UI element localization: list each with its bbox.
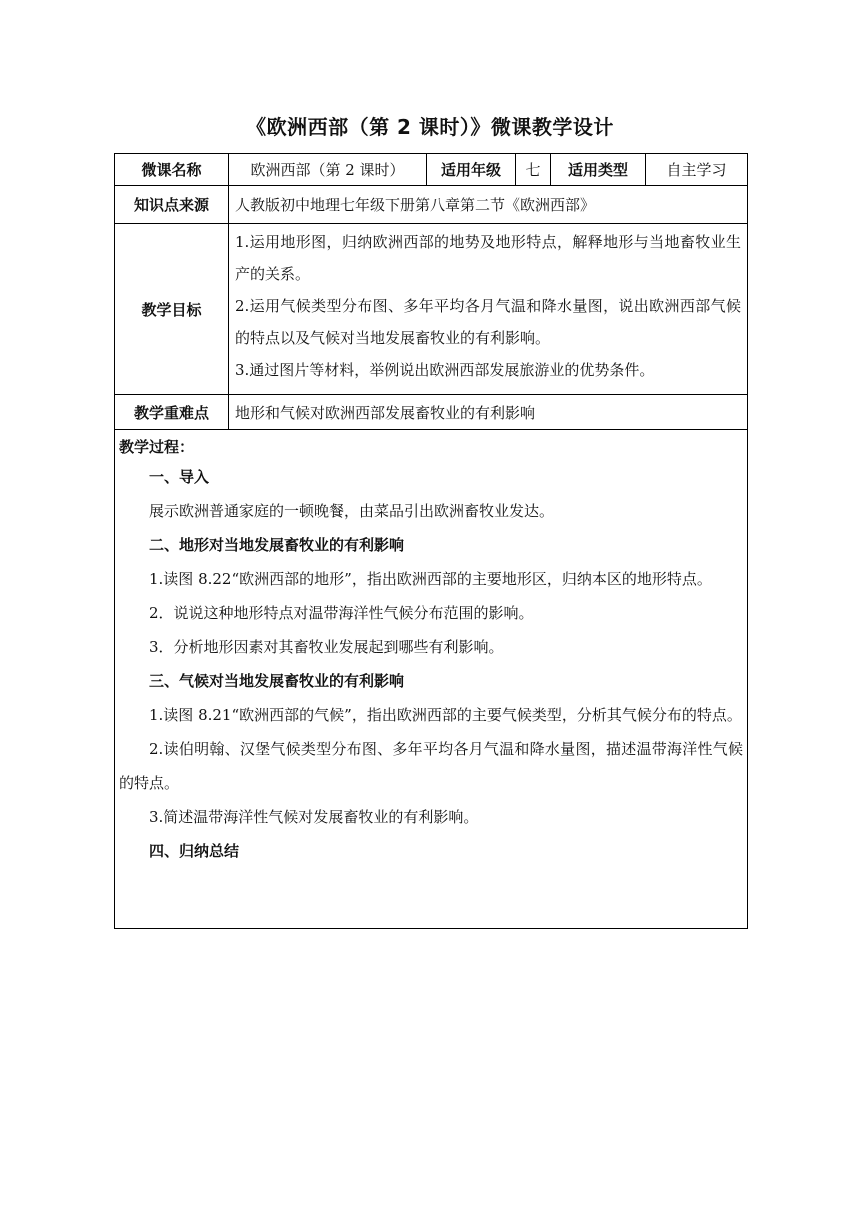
section-heading: 三、气候对当地发展畜牧业的有利影响 [149,672,405,690]
section-item: 2．说说这种地形特点对温带海洋性气候分布范围的影响。 [149,604,534,622]
process-row [115,430,748,929]
goal-item: 1.运用地形图，归纳欧洲西部的地势及地形特点，解释地形与当地畜牧业生产的关系。 [235,233,741,283]
section-item: 2.读伯明翰、汉堡气候类型分布图、多年平均各月气温和降水量图，描述温带海洋性气候的特点。 [119,740,743,792]
process-label: 教学过程： [119,438,195,456]
teaching-process [115,430,748,929]
key-points-row [115,395,748,430]
grade-value: 七 [516,154,551,186]
goals-label: 教学目标 [115,224,229,395]
type-label: 适用类型 [551,154,646,186]
type-value: 自主学习 [646,154,748,186]
course-info-row [115,154,748,186]
goals-row [115,224,748,395]
page-title: 《欧洲西部（第 2 课时）》微课教学设计 [246,115,614,139]
section-item: 1.读图 8.22“欧洲西部的地形”，指出欧洲西部的主要地形区，归纳本区的地形特点。 [149,570,712,588]
source-value: 人教版初中地理七年级下册第八章第二节《欧洲西部》 [229,186,748,224]
course-name-label: 微课名称 [115,154,229,186]
key-points-value: 地形和气候对欧洲西部发展畜牧业的有利影响 [229,395,748,430]
course-name-value: 欧洲西部（第 2 课时） [229,154,427,186]
goal-item: 2.运用气候类型分布图、多年平均各月气温和降水量图，说出欧洲西部气候的特点以及气候对当地发展畜牧业的有利影响。 [235,297,741,347]
section-item: 1.读图 8.21“欧洲西部的气候”，指出欧洲西部的主要气候类型，分析其气候分布的特点。 [149,706,742,724]
section-item: 3．分析地形因素对其畜牧业发展起到哪些有利影响。 [149,638,504,656]
section-heading: 一、导入 [149,468,210,486]
source-label: 知识点来源 [115,186,229,224]
section-text: 展示欧洲普通家庭的一顿晚餐，由菜品引出欧洲畜牧业发达。 [149,502,555,520]
goals-list [229,224,748,395]
lesson-design-table [114,153,748,929]
goal-item: 3.通过图片等材料，举例说出欧洲西部发展旅游业的优势条件。 [235,361,655,379]
source-row [115,186,748,224]
key-points-label: 教学重难点 [115,395,229,430]
grade-label: 适用年级 [427,154,516,186]
section-item: 3.简述温带海洋性气候对发展畜牧业的有利影响。 [149,808,479,826]
section-heading: 四、归纳总结 [149,842,240,860]
section-heading: 二、地形对当地发展畜牧业的有利影响 [149,536,405,554]
